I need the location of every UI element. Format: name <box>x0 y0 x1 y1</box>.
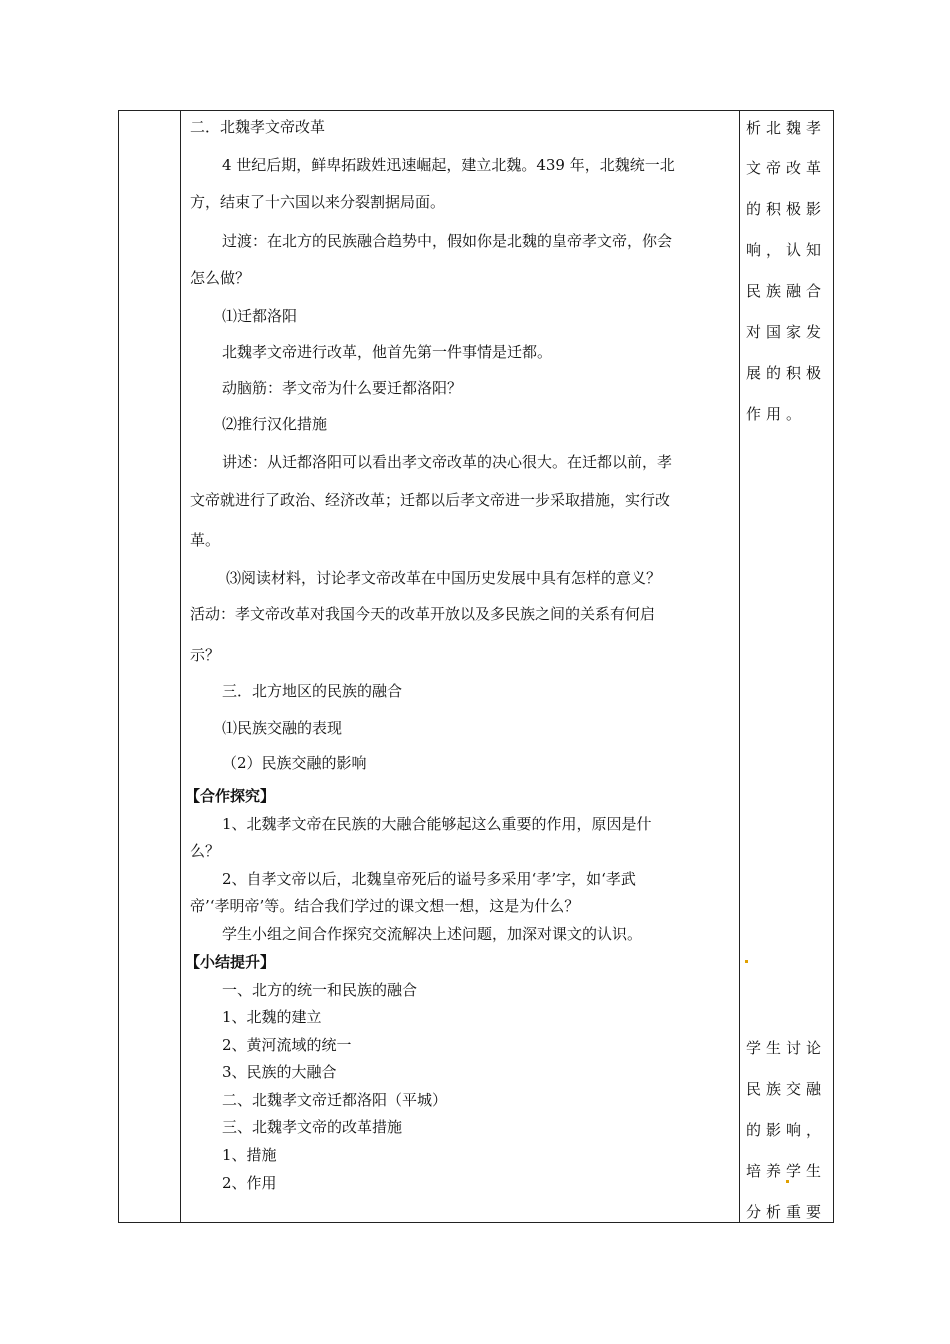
summary-item: 二、北魏孝文帝迁都洛阳（平城） <box>222 1091 448 1109</box>
side-note-line: 民族交融 <box>746 1080 827 1098</box>
paragraph-line: 过渡：在北方的民族融合趋势中，假如你是北魏的皇帝孝文帝，你会 <box>222 232 673 250</box>
side-note-line: 展的积极 <box>746 364 827 382</box>
side-note-line: 对国家发 <box>746 323 827 341</box>
summary-item: 一、北方的统一和民族的融合 <box>222 981 418 999</box>
summary-item: 1、北魏的建立 <box>222 1008 322 1026</box>
summary-item: 2、黄河流域的统一 <box>222 1036 352 1054</box>
summary-item: 2、作用 <box>222 1174 277 1192</box>
side-note-line: 的影响， <box>746 1121 827 1139</box>
section-heading-3: 三．北方地区的民族的融合 <box>222 682 403 700</box>
marker-dot <box>745 960 748 963</box>
paragraph-line: 4 世纪后期，鲜卑拓跋姓迅速崛起，建立北魏。439 年，北魏统一北 <box>222 156 675 174</box>
summary-item: 1、措施 <box>222 1146 277 1164</box>
paragraph-line: 北魏孝文帝进行改革，他首先第一件事情是迁都。 <box>222 343 553 361</box>
side-note-line: 作用。 <box>746 405 807 423</box>
sub-heading: ⑵推行汉化措施 <box>222 415 328 433</box>
paragraph-line: 方，结束了十六国以来分裂割据局面。 <box>190 193 446 211</box>
paragraph-line: 动脑筋：孝文帝为什么要迁都洛阳？ <box>222 379 463 397</box>
paragraph-line: 文帝就进行了政治、经济改革；迁都以后孝文帝进一步采取措施，实行改 <box>190 491 671 509</box>
side-note-line: 响，认知 <box>746 241 827 259</box>
side-note-line: 培养学生 <box>746 1162 827 1180</box>
side-note-line: 文帝改革 <box>746 159 827 177</box>
cooperative-inquiry-heading: 【合作探究】 <box>185 787 276 805</box>
paragraph-line: 革。 <box>190 531 221 549</box>
side-note-line: 析北魏孝 <box>746 119 827 137</box>
marker-dot <box>786 1180 789 1183</box>
paragraph-line: 学生小组之间合作探究交流解决上述问题，加深对课文的认识。 <box>222 925 643 943</box>
paragraph-line: 活动：孝文帝改革对我国今天的改革开放以及多民族之间的关系有何启 <box>190 605 656 623</box>
question-line: 帝’‘孝明帝’等。结合我们学过的课文想一想，这是为什么？ <box>190 897 580 915</box>
question-line: 么？ <box>190 842 221 860</box>
question-line: 1、北魏孝文帝在民族的大融合能够起这么重要的作用，原因是什 <box>222 815 652 833</box>
paragraph-line: 怎么做？ <box>190 269 251 287</box>
paragraph-line: 讲述：从迁都洛阳可以看出孝文帝改革的决心很大。在迁都以前，孝 <box>222 453 673 471</box>
side-note-line: 学生讨论 <box>746 1039 827 1057</box>
summary-item: 3、民族的大融合 <box>222 1063 337 1081</box>
sub-heading: ⑴民族交融的表现 <box>222 719 343 737</box>
side-note-line: 的积极影 <box>746 200 827 218</box>
paragraph-line: 示？ <box>190 646 221 664</box>
sub-heading: （2）民族交融的影响 <box>222 754 367 772</box>
side-note-line: 民族融合 <box>746 282 827 300</box>
sub-heading: ⑶阅读材料，讨论孝文帝改革在中国历史发展中具有怎样的意义？ <box>226 569 662 587</box>
side-note-line: 分析重要 <box>746 1203 827 1221</box>
section-heading-2: 二．北魏孝文帝改革 <box>190 118 326 136</box>
question-line: 2、自孝文帝以后，北魏皇帝死后的谥号多采用‘孝’字，如‘孝武 <box>222 870 636 888</box>
summary-item: 三、北魏孝文帝的改革措施 <box>222 1118 403 1136</box>
sub-heading: ⑴迁都洛阳 <box>222 307 298 325</box>
column-divider-2 <box>739 111 740 1222</box>
column-divider-1 <box>180 111 181 1222</box>
summary-heading: 【小结提升】 <box>185 953 276 971</box>
